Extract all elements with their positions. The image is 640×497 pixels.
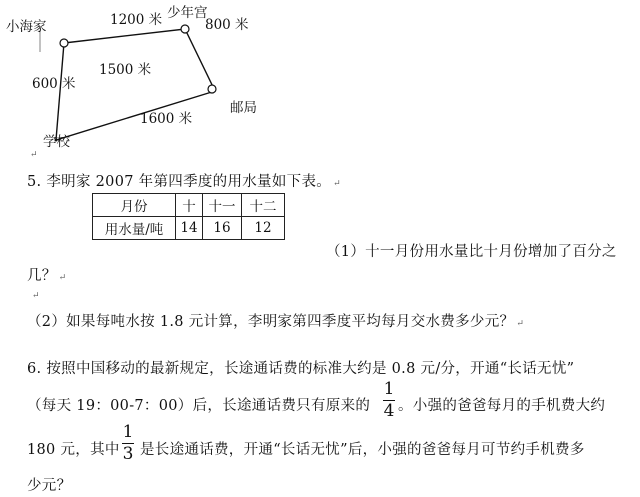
paragraph-mark: ↵	[32, 291, 40, 301]
home-point	[60, 39, 68, 47]
dist-school-post: 1600 米	[140, 111, 193, 127]
problem5-q1-line2: 几？ ↵	[27, 268, 67, 284]
route-map-diagram	[0, 0, 640, 170]
problem6-line2-a: （每天 19：00-7：00）后，长途通话费只有原来的	[27, 398, 371, 414]
fraction-numerator: 1	[383, 379, 395, 399]
label-youth-palace: 少年宫	[167, 5, 208, 21]
problem6-line1: 6. 按照中国移动的最新规定，长途通话费的标准大约是 0.8 元/分，开通“长话无忧”	[27, 361, 575, 377]
problem6-line3-a: 180 元，其中	[27, 442, 120, 458]
post-office-point	[208, 85, 216, 93]
problem6-line3-b: 是长途通话费，开通“长话无忧”后，小强的爸爸每月可节约手机费多	[140, 442, 585, 458]
table-cell-month-dec: 十二	[242, 194, 285, 217]
fraction-denominator: 4	[383, 401, 395, 421]
problem6-line4: 少元？	[27, 478, 72, 494]
table-row-amounts	[93, 217, 285, 240]
problem5-q1-line1: （1）十一月份用水量比十月份增加了百分之	[326, 244, 617, 260]
dist-palace-post: 800 米	[205, 17, 249, 33]
dist-home-post: 1500 米	[99, 62, 152, 78]
youth-palace-point	[181, 25, 189, 33]
label-school: 学校	[43, 134, 70, 150]
fraction-numerator: 1	[122, 422, 134, 442]
fraction-one-third	[122, 423, 134, 464]
label-xiaohai-home: 小海家	[6, 19, 47, 35]
dist-home-palace: 1200 米	[110, 12, 163, 28]
table-row-months	[93, 194, 285, 217]
table-cell-usage-nov: 16	[203, 217, 242, 240]
water-usage-table	[92, 193, 285, 240]
table-cell-usage-dec: 12	[242, 217, 285, 240]
label-post-office: 邮局	[230, 100, 257, 116]
table-header-usage: 用水量/吨	[93, 217, 176, 240]
problem6-line2-b: 。小强的爸爸每月的手机费大约	[398, 398, 606, 414]
table-cell-month-nov: 十一	[203, 194, 242, 217]
problem5-intro: 5. 李明家 2007 年第四季度的用水量如下表。 ↵	[27, 174, 341, 190]
problem5-q2: （2）如果每吨水按 1.8 元计算，李明家第四季度平均每月交水费多少元？ ↵	[27, 314, 525, 330]
table-header-month: 月份	[93, 194, 176, 217]
fraction-one-quarter	[383, 380, 395, 421]
table-cell-month-oct: 十	[176, 194, 203, 217]
dist-home-school: 600 米	[32, 76, 76, 92]
table-cell-usage-oct: 14	[176, 217, 203, 240]
fraction-denominator: 3	[122, 444, 134, 464]
paragraph-mark: ↵	[30, 150, 38, 160]
